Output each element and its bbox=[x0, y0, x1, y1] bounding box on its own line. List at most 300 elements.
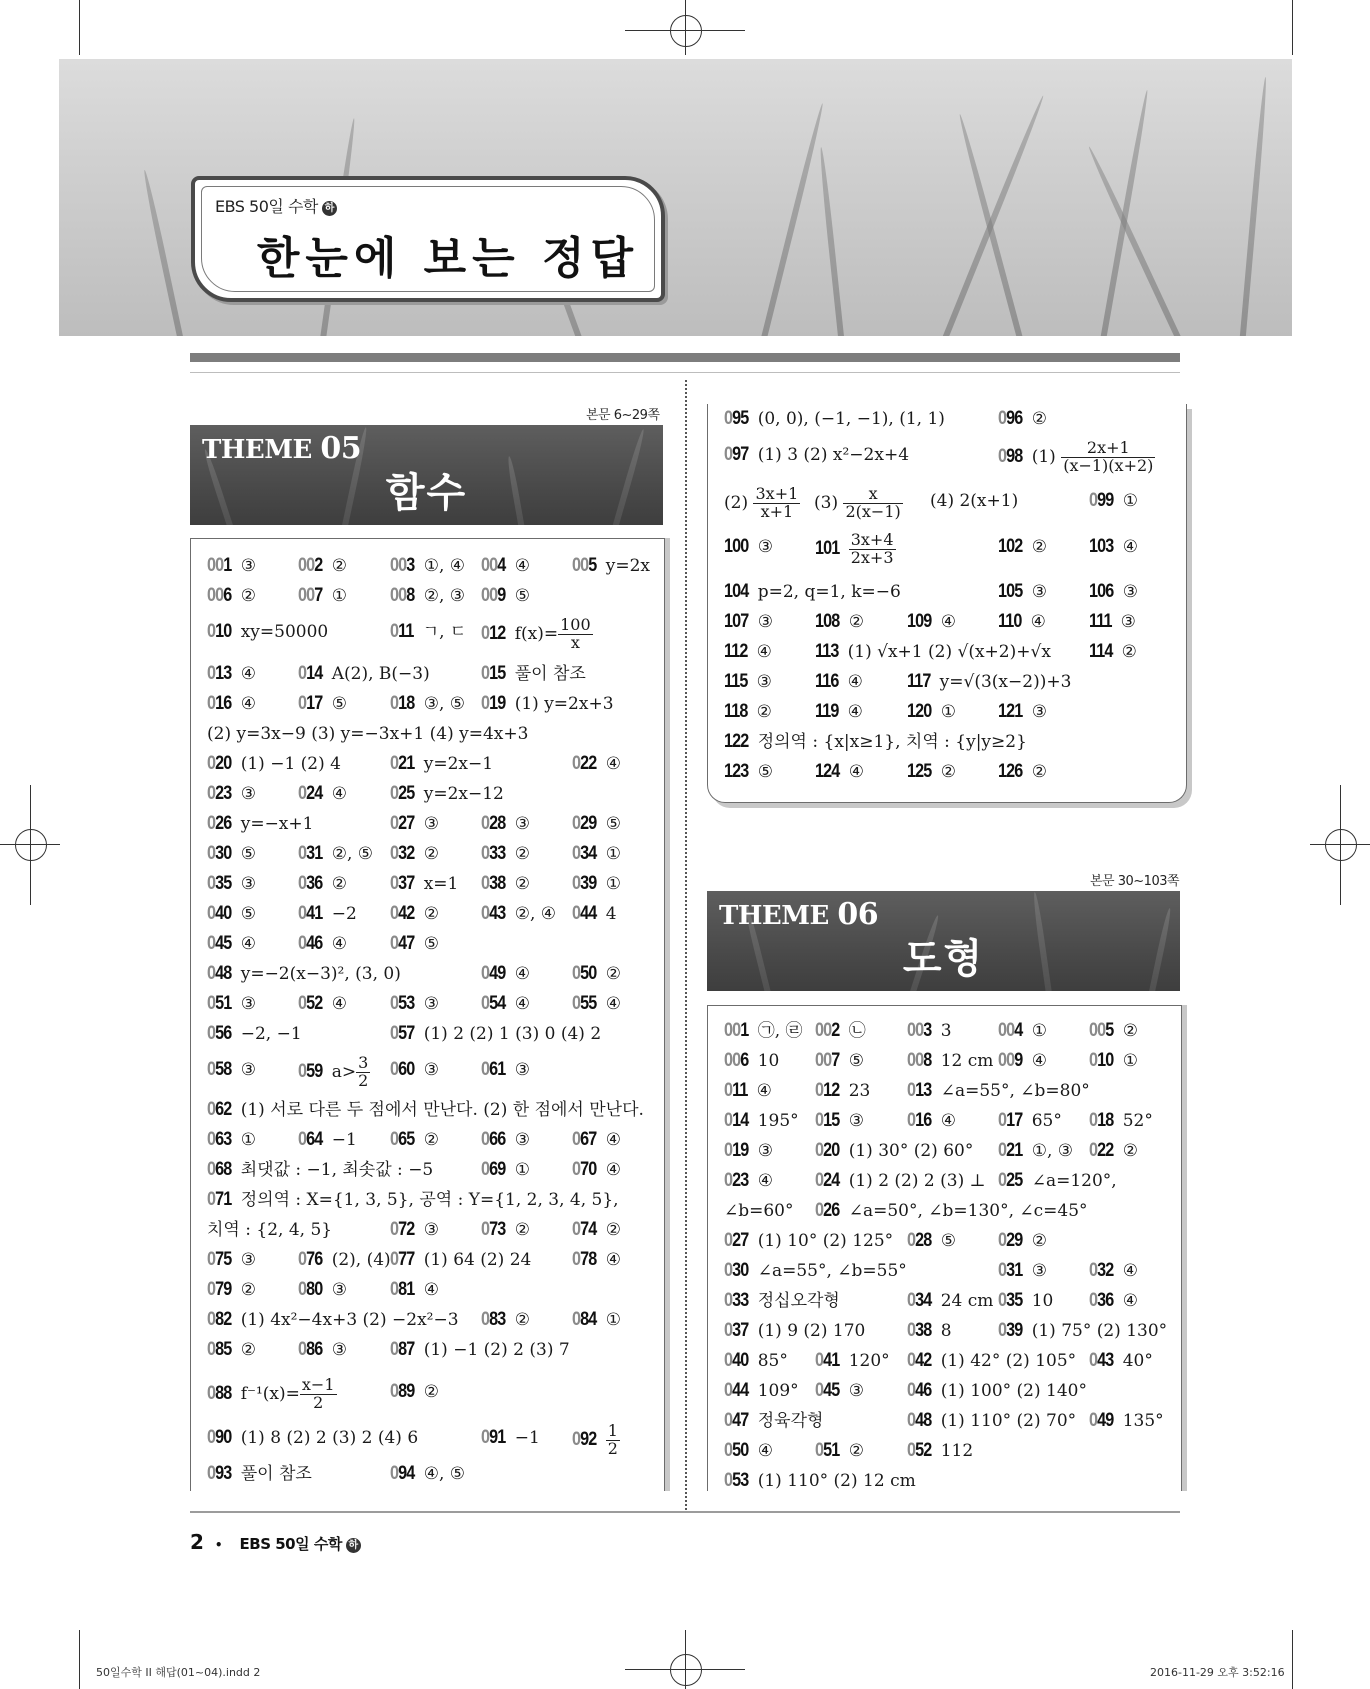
answer-item bbox=[998, 1136, 1073, 1166]
problem-number: 024 bbox=[815, 1170, 840, 1191]
answer-item bbox=[481, 689, 614, 719]
answer-item bbox=[390, 869, 458, 899]
answer-item bbox=[390, 839, 439, 869]
answer-item bbox=[390, 899, 439, 929]
problem-number: 033 bbox=[724, 1290, 749, 1311]
answer-text: 23 bbox=[848, 1081, 871, 1101]
answer-item bbox=[1089, 607, 1136, 637]
problem-number: 011 bbox=[390, 621, 414, 642]
answer-row bbox=[708, 530, 1186, 567]
answer-text: 정의역 : {x|x≥1}, 치역 : {y|y≥2} bbox=[757, 732, 1027, 752]
answer-item bbox=[907, 1346, 1076, 1376]
answer-text: ③ bbox=[757, 1141, 773, 1161]
answer-text: ② bbox=[1031, 1231, 1047, 1251]
answer-text: ⑤ bbox=[605, 814, 621, 834]
answer-text: (1) 8 (2) 2 (3) 2 (4) 6 bbox=[240, 1428, 419, 1448]
answer-item bbox=[572, 1423, 620, 1458]
answer-item bbox=[907, 1076, 1090, 1106]
answer-text: ④ bbox=[757, 1441, 773, 1461]
answer-item bbox=[572, 839, 621, 869]
answer-item bbox=[815, 1376, 864, 1406]
answer-text: (1) 2 (2) 1 (3) 0 (4) 2 bbox=[423, 1024, 602, 1044]
answer-item bbox=[572, 899, 617, 929]
problem-number: 032 bbox=[390, 843, 415, 864]
answer-text: y=2x−1 bbox=[423, 754, 494, 774]
answer-text: ⑤ bbox=[331, 694, 347, 714]
answer-text: ① bbox=[331, 586, 347, 606]
answer-text: 최댓값 : −1, 최솟값 : −5 bbox=[240, 1160, 434, 1180]
answer-item bbox=[572, 1245, 621, 1275]
problem-number: 120 bbox=[907, 701, 932, 722]
problem-number: 112 bbox=[724, 641, 748, 662]
answer-text: ② bbox=[1122, 1141, 1138, 1161]
answer-text: ⑤ bbox=[848, 1051, 864, 1071]
fraction: $\frac{2x+1}{(x-1)(x+2)}$ bbox=[1063, 438, 1154, 475]
answer-item bbox=[481, 551, 530, 581]
answer-text: ④ bbox=[940, 612, 956, 632]
problem-number: 042 bbox=[907, 1350, 932, 1371]
answer-row bbox=[708, 1136, 1181, 1166]
answer-item bbox=[724, 1076, 772, 1106]
problem-number: 011 bbox=[724, 1080, 748, 1101]
crop-mark bbox=[1292, 0, 1293, 55]
answer-text: 24 cm bbox=[940, 1291, 994, 1311]
crop-mark bbox=[1292, 1630, 1293, 1689]
answer-item bbox=[814, 486, 903, 521]
answer-text: ③ bbox=[423, 814, 439, 834]
answer-item bbox=[298, 929, 347, 959]
answer-text: (1) 10° (2) 125° bbox=[757, 1231, 894, 1251]
answer-text: ② bbox=[1031, 537, 1047, 557]
problem-number: 087 bbox=[390, 1339, 415, 1360]
answer-row bbox=[708, 727, 1186, 757]
problem-number: 116 bbox=[815, 671, 839, 692]
problem-number: 061 bbox=[481, 1059, 506, 1080]
answer-item bbox=[724, 637, 772, 667]
answer-text: (1) 4x²−4x+3 (2) −2x²−3 bbox=[240, 1310, 459, 1330]
problem-number: 029 bbox=[572, 813, 597, 834]
answer-item bbox=[298, 1245, 391, 1275]
answer-text: ∠a=50°, ∠b=130°, ∠c=45° bbox=[848, 1201, 1088, 1221]
problem-number: 079 bbox=[207, 1279, 232, 1300]
answer-item bbox=[724, 577, 901, 607]
answer-text: (1) 3 (2) x²−2x+4 bbox=[757, 445, 910, 465]
answer-item bbox=[998, 1316, 1167, 1346]
answer-item bbox=[930, 486, 1018, 516]
problem-number: 028 bbox=[481, 813, 506, 834]
answer-box-theme06 bbox=[707, 1005, 1182, 1491]
answer-row bbox=[191, 1459, 664, 1489]
answer-item bbox=[390, 1245, 531, 1275]
answer-item bbox=[724, 1406, 823, 1436]
problem-number: 036 bbox=[298, 873, 323, 894]
answer-text: ④ bbox=[331, 784, 347, 804]
answer-item bbox=[724, 697, 772, 727]
answer-text: 풀이 참조 bbox=[514, 664, 586, 684]
answer-row bbox=[708, 637, 1186, 667]
problem-number: 035 bbox=[998, 1290, 1023, 1311]
problem-number: 044 bbox=[724, 1380, 749, 1401]
file-slug: 50일수학 II 해답(01~04).indd 2 bbox=[96, 1666, 261, 1679]
answer-text: ② bbox=[514, 1220, 530, 1240]
answer-item bbox=[481, 1055, 530, 1085]
answer-text: 10 bbox=[757, 1051, 780, 1071]
problem-number: 052 bbox=[298, 993, 323, 1014]
answer-item bbox=[998, 697, 1047, 727]
answer-row bbox=[191, 1421, 664, 1458]
problem-number: 086 bbox=[298, 1339, 323, 1360]
answer-item bbox=[815, 607, 864, 637]
answer-row bbox=[191, 929, 664, 959]
answer-text: ④ bbox=[847, 672, 863, 692]
problem-number: 068 bbox=[207, 1159, 232, 1180]
answer-item bbox=[815, 697, 863, 727]
answer-item bbox=[207, 899, 256, 929]
answer-item bbox=[481, 989, 530, 1019]
answer-item bbox=[207, 581, 256, 611]
problem-number: 089 bbox=[390, 1381, 415, 1402]
problem-number: 009 bbox=[998, 1050, 1023, 1071]
problem-number: 048 bbox=[907, 1410, 932, 1431]
answer-text: ④ bbox=[605, 1130, 621, 1150]
answer-item bbox=[815, 637, 1051, 667]
problem-number: 050 bbox=[724, 1440, 749, 1461]
problem-number: 008 bbox=[390, 585, 415, 606]
answer-text: f⁻¹(x)= bbox=[240, 1383, 300, 1404]
answer-item bbox=[207, 1095, 644, 1125]
answer-item bbox=[724, 1466, 916, 1496]
answer-row bbox=[708, 757, 1186, 787]
answer-item bbox=[724, 532, 773, 562]
problem-number: 046 bbox=[907, 1380, 932, 1401]
answer-text: (3) bbox=[814, 492, 844, 513]
answer-text: 8 bbox=[940, 1321, 952, 1341]
answer-text: (1) 64 (2) 24 bbox=[423, 1250, 532, 1270]
answer-row bbox=[708, 697, 1186, 727]
answer-text: ④ bbox=[605, 1250, 621, 1270]
answer-row bbox=[708, 1286, 1181, 1316]
problem-number: 107 bbox=[724, 611, 749, 632]
answer-row bbox=[191, 1185, 664, 1215]
answer-text: y=−2(x−3)², (3, 0) bbox=[240, 964, 401, 984]
problem-number: 022 bbox=[572, 753, 597, 774]
problem-number: 062 bbox=[207, 1099, 232, 1120]
answer-text: ⑤ bbox=[757, 762, 773, 782]
problem-number: 108 bbox=[815, 611, 840, 632]
problem-number: 080 bbox=[298, 1279, 323, 1300]
problem-number: 058 bbox=[207, 1059, 232, 1080]
problem-number: 018 bbox=[390, 693, 415, 714]
problem-number: 017 bbox=[998, 1110, 1023, 1131]
answer-text: ⑤ bbox=[940, 1231, 956, 1251]
answer-box-theme05-continued bbox=[707, 404, 1187, 803]
problem-number: 027 bbox=[390, 813, 415, 834]
problem-number: 003 bbox=[907, 1020, 932, 1041]
answer-text: ⑤ bbox=[514, 586, 530, 606]
answer-item bbox=[815, 1346, 890, 1376]
answer-item bbox=[207, 1055, 256, 1085]
answer-text: ①, ③ bbox=[1031, 1141, 1074, 1161]
problem-number: 005 bbox=[1089, 1020, 1114, 1041]
answer-text: (2) bbox=[724, 492, 754, 513]
answer-item bbox=[481, 899, 556, 929]
answer-item bbox=[390, 809, 439, 839]
answer-text: (1) 110° (2) 12 cm bbox=[757, 1471, 916, 1491]
answer-item bbox=[815, 1106, 864, 1136]
answer-text: ③ bbox=[514, 1130, 530, 1150]
problem-number: 066 bbox=[481, 1129, 506, 1150]
answer-text: (1) 2 (2) 2 (3) ⊥ bbox=[848, 1171, 986, 1191]
answer-item bbox=[390, 749, 493, 779]
answer-item bbox=[481, 1155, 530, 1185]
footer-rule bbox=[190, 1511, 1180, 1513]
answer-text: ③ bbox=[331, 1340, 347, 1360]
answer-text: a> bbox=[331, 1061, 357, 1082]
answer-item bbox=[390, 1019, 601, 1049]
answer-item bbox=[815, 532, 896, 567]
answer-item bbox=[724, 1376, 799, 1406]
answer-item bbox=[390, 1377, 439, 1407]
answer-item bbox=[724, 1196, 794, 1226]
problem-number: 040 bbox=[207, 903, 232, 924]
problem-number: 031 bbox=[998, 1260, 1023, 1281]
answer-item bbox=[207, 1423, 418, 1453]
answer-text: ④ bbox=[756, 642, 772, 662]
answer-item bbox=[1089, 532, 1138, 562]
problem-number: 040 bbox=[724, 1350, 749, 1371]
problem-number: 009 bbox=[481, 585, 506, 606]
answer-text: ③ bbox=[240, 1060, 256, 1080]
answer-item bbox=[481, 809, 530, 839]
answer-item bbox=[572, 749, 621, 779]
answer-item bbox=[298, 689, 347, 719]
problem-number: 002 bbox=[815, 1020, 840, 1041]
answer-item bbox=[207, 1125, 256, 1155]
answer-text: ③ bbox=[423, 994, 439, 1014]
answer-text: ② bbox=[514, 1310, 530, 1330]
answer-text: 120° bbox=[848, 1351, 890, 1371]
problem-number: 041 bbox=[298, 903, 323, 924]
answer-text: ④ bbox=[514, 994, 530, 1014]
answer-item bbox=[390, 989, 439, 1019]
problem-number: 070 bbox=[572, 1159, 597, 1180]
answer-text: 정육각형 bbox=[757, 1411, 824, 1431]
problem-number: 034 bbox=[572, 843, 597, 864]
answer-text: (1) 110° (2) 70° bbox=[940, 1411, 1077, 1431]
problem-number: 122 bbox=[724, 731, 749, 752]
answer-text: ③ bbox=[848, 1111, 864, 1131]
problem-number: 029 bbox=[998, 1230, 1023, 1251]
answer-text: ④ bbox=[756, 1081, 772, 1101]
answer-item bbox=[1089, 486, 1138, 516]
answer-text: ④ bbox=[605, 994, 621, 1014]
answer-item bbox=[815, 1136, 973, 1166]
answer-text: ② bbox=[848, 1441, 864, 1461]
problem-number: 024 bbox=[298, 783, 323, 804]
problem-number: 013 bbox=[907, 1080, 932, 1101]
registration-mark-icon bbox=[15, 829, 47, 861]
answer-item bbox=[298, 1275, 347, 1305]
answer-item bbox=[207, 959, 401, 989]
problem-number: 023 bbox=[724, 1170, 749, 1191]
answer-item bbox=[390, 929, 439, 959]
answer-item bbox=[724, 667, 772, 697]
problem-number: 125 bbox=[907, 761, 932, 782]
answer-text: p=2, q=1, k=−6 bbox=[757, 582, 901, 602]
answer-text: y=2x bbox=[605, 556, 650, 576]
answer-text: 195° bbox=[757, 1111, 799, 1131]
answer-item bbox=[998, 1256, 1047, 1286]
page-number: 2 bbox=[190, 1530, 204, 1554]
problem-number: 085 bbox=[207, 1339, 232, 1360]
answer-text: ④ bbox=[514, 964, 530, 984]
problem-number: 025 bbox=[390, 783, 415, 804]
answer-text: ② bbox=[514, 874, 530, 894]
answer-item bbox=[390, 551, 465, 581]
answer-text: x=1 bbox=[423, 874, 459, 894]
answer-row bbox=[191, 869, 664, 899]
answer-text: ㉠, ㉣ bbox=[757, 1021, 803, 1041]
answer-text: ④ bbox=[1031, 1051, 1047, 1071]
answer-text: ③ bbox=[1031, 1261, 1047, 1281]
problem-number: 010 bbox=[207, 621, 232, 642]
answer-text: f(x)= bbox=[514, 623, 559, 644]
answer-text: ④, ⑤ bbox=[423, 1464, 466, 1484]
answer-row bbox=[708, 1016, 1181, 1046]
problem-number: 083 bbox=[481, 1309, 506, 1330]
answer-item bbox=[298, 659, 430, 689]
answer-text: ② bbox=[756, 702, 772, 722]
answer-item bbox=[1089, 1256, 1138, 1286]
print-timestamp: 2016-11-29 오후 3:52:16 bbox=[1150, 1666, 1285, 1679]
answer-item bbox=[815, 667, 863, 697]
answer-text: ① bbox=[940, 702, 956, 722]
answer-item bbox=[907, 1376, 1087, 1406]
problem-number: 100 bbox=[724, 536, 749, 557]
answer-item bbox=[572, 1305, 621, 1335]
problem-number: 004 bbox=[481, 555, 506, 576]
answer-text: ① bbox=[605, 844, 621, 864]
registration-mark-icon bbox=[670, 15, 702, 47]
answer-item bbox=[207, 1335, 256, 1365]
answer-item bbox=[724, 1316, 865, 1346]
answer-text: ①, ④ bbox=[423, 556, 466, 576]
answer-text: ∠b=60° bbox=[724, 1201, 794, 1221]
problem-number: 007 bbox=[815, 1050, 840, 1071]
page-reference: 본문 6~29쪽 bbox=[586, 408, 660, 423]
answer-item bbox=[481, 869, 530, 899]
problem-number: 018 bbox=[1089, 1110, 1114, 1131]
answer-item bbox=[207, 1215, 332, 1245]
problem-number: 001 bbox=[724, 1020, 749, 1041]
problem-number: 097 bbox=[724, 444, 749, 465]
crop-mark bbox=[79, 1630, 80, 1689]
answer-item bbox=[724, 1016, 803, 1046]
theme-label: THEME 06 bbox=[719, 897, 879, 932]
section-divider-line bbox=[190, 372, 1180, 373]
problem-number: 119 bbox=[815, 701, 839, 722]
problem-number: 003 bbox=[390, 555, 415, 576]
answer-row bbox=[708, 1106, 1181, 1136]
answer-text: ③ bbox=[1122, 582, 1138, 602]
problem-number: 113 bbox=[815, 641, 839, 662]
problem-number: 094 bbox=[390, 1463, 415, 1484]
answer-row bbox=[191, 689, 664, 719]
answer-text: y=−x+1 bbox=[240, 814, 314, 834]
problem-number: 063 bbox=[207, 1129, 232, 1150]
answer-box-theme05 bbox=[190, 538, 665, 1491]
answer-text: ③ bbox=[514, 1060, 530, 1080]
problem-number: 033 bbox=[481, 843, 506, 864]
answer-item bbox=[390, 1055, 439, 1085]
problem-number: 069 bbox=[481, 1159, 506, 1180]
answer-text: ② bbox=[423, 904, 439, 924]
registration-mark-icon bbox=[670, 1654, 702, 1686]
answer-text: ① bbox=[514, 1160, 530, 1180]
answer-text: ㄱ, ㄷ bbox=[422, 622, 467, 642]
problem-number: 015 bbox=[815, 1110, 840, 1131]
answer-text: ④ bbox=[331, 934, 347, 954]
answer-item bbox=[298, 1335, 347, 1365]
problem-number: 043 bbox=[1089, 1350, 1114, 1371]
problem-number: 051 bbox=[207, 993, 232, 1014]
answer-item bbox=[1089, 1346, 1153, 1376]
answer-item bbox=[390, 1275, 439, 1305]
answer-item bbox=[1089, 1286, 1138, 1316]
answer-text: ∠a=55°, ∠b=80° bbox=[940, 1081, 1090, 1101]
problem-number: 102 bbox=[998, 536, 1023, 557]
answer-item bbox=[207, 617, 328, 647]
answer-text: ② bbox=[1031, 409, 1047, 429]
problem-number: 073 bbox=[481, 1219, 506, 1240]
problem-number: 017 bbox=[298, 693, 323, 714]
problem-number: 052 bbox=[907, 1440, 932, 1461]
problem-number: 037 bbox=[390, 873, 415, 894]
problem-number: 007 bbox=[298, 585, 323, 606]
answer-row bbox=[191, 1019, 664, 1049]
answer-item bbox=[724, 1286, 840, 1316]
answer-item bbox=[298, 1125, 357, 1155]
answer-row bbox=[191, 1125, 664, 1155]
answer-text: ① bbox=[605, 874, 621, 894]
answer-row bbox=[708, 484, 1186, 521]
answer-item bbox=[572, 869, 621, 899]
answer-item bbox=[815, 1166, 986, 1196]
answer-text: ④ bbox=[1030, 612, 1046, 632]
problem-number: 004 bbox=[998, 1020, 1023, 1041]
problem-number: 105 bbox=[998, 581, 1023, 602]
problem-number: 001 bbox=[207, 555, 232, 576]
answer-item bbox=[207, 929, 256, 959]
problem-number: 026 bbox=[815, 1200, 840, 1221]
problem-number: 049 bbox=[481, 963, 506, 984]
answer-item bbox=[998, 1106, 1062, 1136]
problem-number: 042 bbox=[390, 903, 415, 924]
answer-text: ∠a=120°, bbox=[1031, 1171, 1117, 1191]
answer-item bbox=[998, 1016, 1047, 1046]
answer-item bbox=[298, 581, 347, 611]
answer-text: (1) 42° (2) 105° bbox=[940, 1351, 1077, 1371]
problem-number: 047 bbox=[390, 933, 415, 954]
page-reference: 본문 30~103쪽 bbox=[1090, 874, 1180, 889]
problem-number: 053 bbox=[390, 993, 415, 1014]
answer-text: ③ bbox=[1120, 612, 1136, 632]
problem-number: 126 bbox=[998, 761, 1023, 782]
answer-row bbox=[191, 839, 664, 869]
problem-number: 006 bbox=[207, 585, 232, 606]
answer-text: 52° bbox=[1122, 1111, 1153, 1131]
problem-number: 023 bbox=[207, 783, 232, 804]
